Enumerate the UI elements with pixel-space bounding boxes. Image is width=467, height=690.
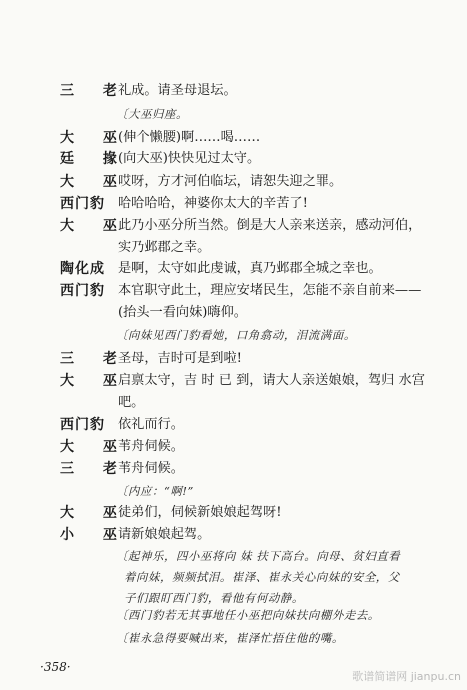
speaker-name: 大 巫 [60,130,129,146]
stage-direction-text: 〔向妹见西门豹看她，口角翕动，泪流满面。 [116,328,356,342]
dialogue-text: 依礼而行。 [118,417,184,432]
dialogue-text-continued: 吧。 [118,395,145,410]
speaker-name: 小 巫 [60,527,129,543]
speaker-name: 三 老 [60,461,129,477]
dialogue-text: 请新娘娘起驾。 [118,527,211,542]
dialogue-text-continued: (抬头一看向妹)嗨仰。 [118,305,247,320]
dialogue-text: 圣母，吉时可是到啦! [118,351,242,366]
speaker-name: 大 巫 [60,439,129,455]
speaker-name: 陶化成 [60,261,105,277]
dialogue-text: 哈哈哈哈，神婆你太大的辛苦了! [118,196,308,211]
speaker-name: 大 巫 [60,174,129,190]
speaker-name: 大 巫 [60,218,129,234]
speaker-name: 西门豹 [60,196,105,212]
stage-direction-text: 〔西门豹若无其事地任小巫把向妹扶向棚外走去。 [116,608,380,622]
speaker-name: 三 老 [60,83,129,99]
dialogue-text: (伸个懒腰)啊……喝…… [118,130,261,145]
page-number: ·358· [40,660,71,674]
stage-direction-text: 〔内应：“啊!” [116,484,194,498]
dialogue-text: 礼成。请圣母退坛。 [118,83,237,98]
speaker-name: 廷 掾 [60,151,129,167]
dialogue-text-continued: 实乃邺郡之幸。 [118,240,211,255]
speaker-name: 西门豹 [60,417,105,433]
dialogue-text: 苇舟伺候。 [118,439,184,454]
dialogue-text: 徒弟们，伺候新娘娘起驾呀! [118,505,282,520]
stage-direction-text-continued: 子们跟盯西门豹，看他有何动静。 [124,591,304,605]
speaker-name: 大 巫 [60,505,129,521]
speaker-name: 西门豹 [60,283,105,299]
speaker-name: 三 老 [60,351,129,367]
stage-direction-text: 〔大巫归座。 [116,107,188,121]
speaker-name: 大 巫 [60,373,129,389]
dialogue-text: 本官职守此土，理应安堵民生，怎能不亲自前来—— [118,283,422,298]
stage-direction-text: 〔起神乐，四小巫将向 妹 扶下高台。向母、贫妇直看 [116,549,401,563]
stage-direction-text: 〔崔永急得要喊出来，崔泽忙捂住他的嘴。 [116,631,344,645]
dialogue-text: 此乃小巫分所当然。倒是大人亲来送亲，感动河伯， [118,218,422,233]
stage-direction-text-continued: 着向妹，频频拭泪。崔泽、崔永关心向妹的安全，父 [124,570,400,584]
dialogue-text: 苇舟伺候。 [118,461,184,476]
dialogue-text: 启禀太守，吉 时 已 到，请大人亲送娘娘，驾归 水宫 [118,373,425,388]
watermark: 歌谱简谱网 jianpu.cn [352,670,461,683]
dialogue-text: 哎呀，方才河伯临坛，请恕失迎之罪。 [118,174,343,189]
dialogue-text: 是啊，太守如此虔诚，真乃邺郡全城之幸也。 [118,261,382,276]
dialogue-text: (向大巫)快快见过太守。 [118,151,261,166]
